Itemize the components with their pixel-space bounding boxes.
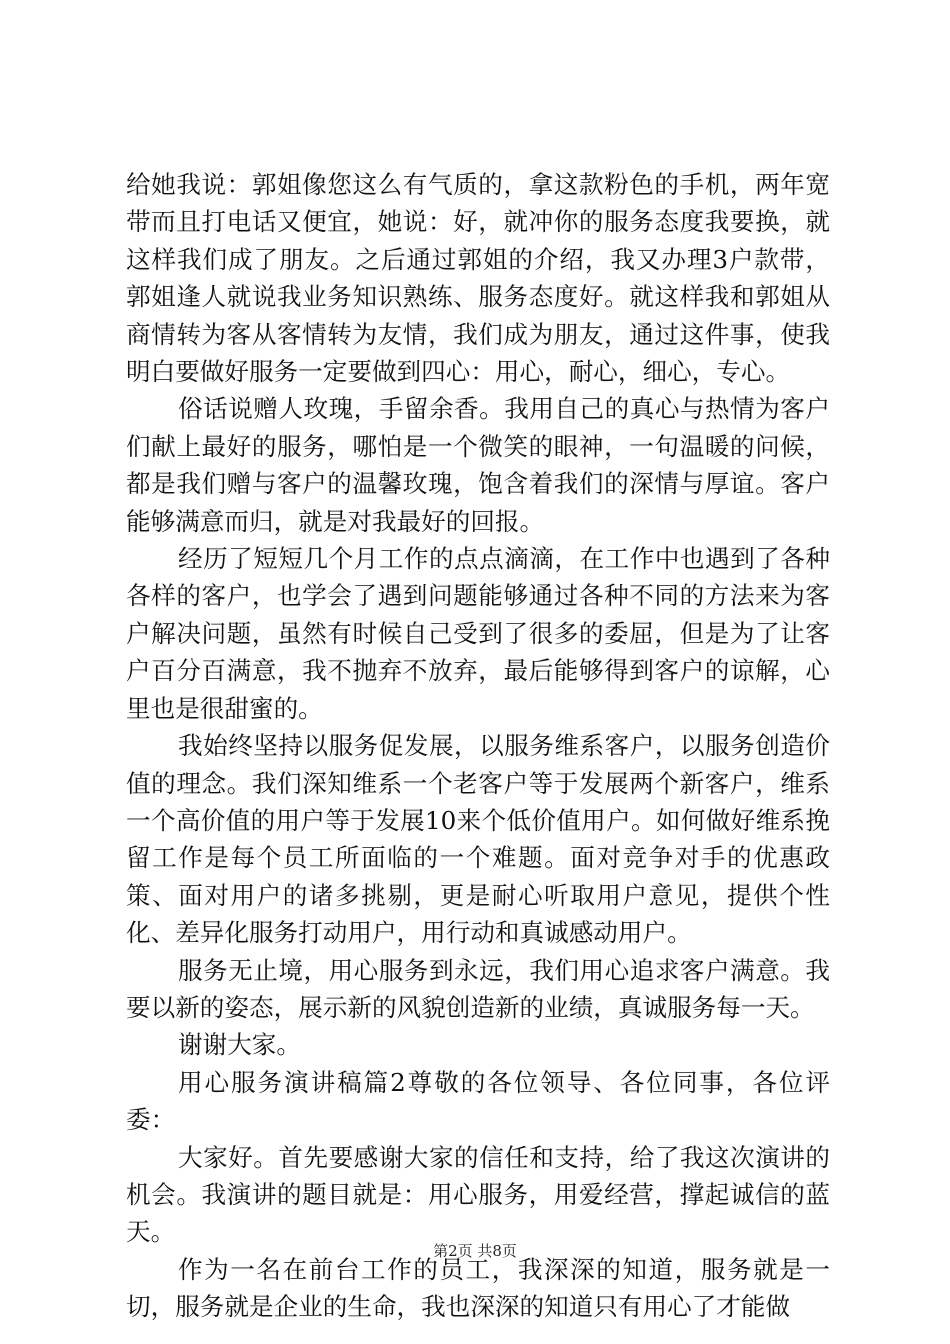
paragraph-3: 经历了短短几个月工作的点点滴滴，在工作中也遇到了各种各样的客户，也学会了遇到问题能够通过各种不同的方法来为客户解决问题，虽然有时候自己受到了很多的委屈，但是为了让客户百分百满意，我不抛弃不放弃，最后能够得到客户的谅解，心里也是很甜蜜的。	[126, 544, 830, 723]
paragraph-7: 用心服务演讲稿篇2尊敬的各位领导、各位同事，各位评委：	[126, 1067, 830, 1135]
paragraph-2: 俗话说赠人玫瑰，手留余香。我用自己的真心与热情为客户们献上最好的服务，哪怕是一个微笑的眼神，一句温暖的问候，都是我们赠与客户的温馨玫瑰，饱含着我们的深情与厚谊。客户能够满意而归，就是对我最好的回报。	[126, 394, 830, 536]
paragraph-8: 大家好。首先要感谢大家的信任和支持，给了我这次演讲的机会。我演讲的题目就是：用心服务，用爱经营，撑起诚信的蓝天。	[126, 1142, 830, 1247]
paragraph-5: 服务无止境，用心服务到永远，我们用心追求客户满意。我要以新的姿态，展示新的风貌创造新的业绩，真诚服务每一天。	[126, 955, 830, 1022]
paragraph-4: 我始终坚持以服务促发展，以服务维系客户，以服务创造价值的理念。我们深知维系一个老客户等于发展两个新客户，维系一个高价值的用户等于发展10来个低价值用户。如何做好维系挽留工作是每个员工所面临的一个难题。面对竞争对手的优惠政策、面对用户的诸多挑剔，更是耐心听取用户意见，提供个性化、差异化服务打动用户，用行动和真诚感动用户。	[126, 731, 830, 948]
page-footer: 第2页 共8页	[433, 1242, 517, 1260]
paragraph-9: 作为一名在前台工作的员工，我深深的知道，服务就是一切，服务就是企业的生命，我也深深的知道只有用心了才能做	[126, 1254, 830, 1322]
paragraph-6: 谢谢大家。	[178, 1030, 301, 1060]
paragraph-1: 给她我说：郭姐像您这么有气质的，拿这款粉色的手机，两年宽带而且打电话又便宜，她说：好，就冲你的服务态度我要换，就这样我们成了朋友。之后通过郭姐的介绍，我又办理3户款带，郭姐逢人就说我业务知识熟练、服务态度好。就这样我和郭姐从商情转为客从客情转为友情，我们成为朋友，通过这件事，使我明白要做好服务一定要做到四心：用心，耐心，细心，专心。	[126, 170, 830, 387]
document-body	[126, 166, 830, 1326]
